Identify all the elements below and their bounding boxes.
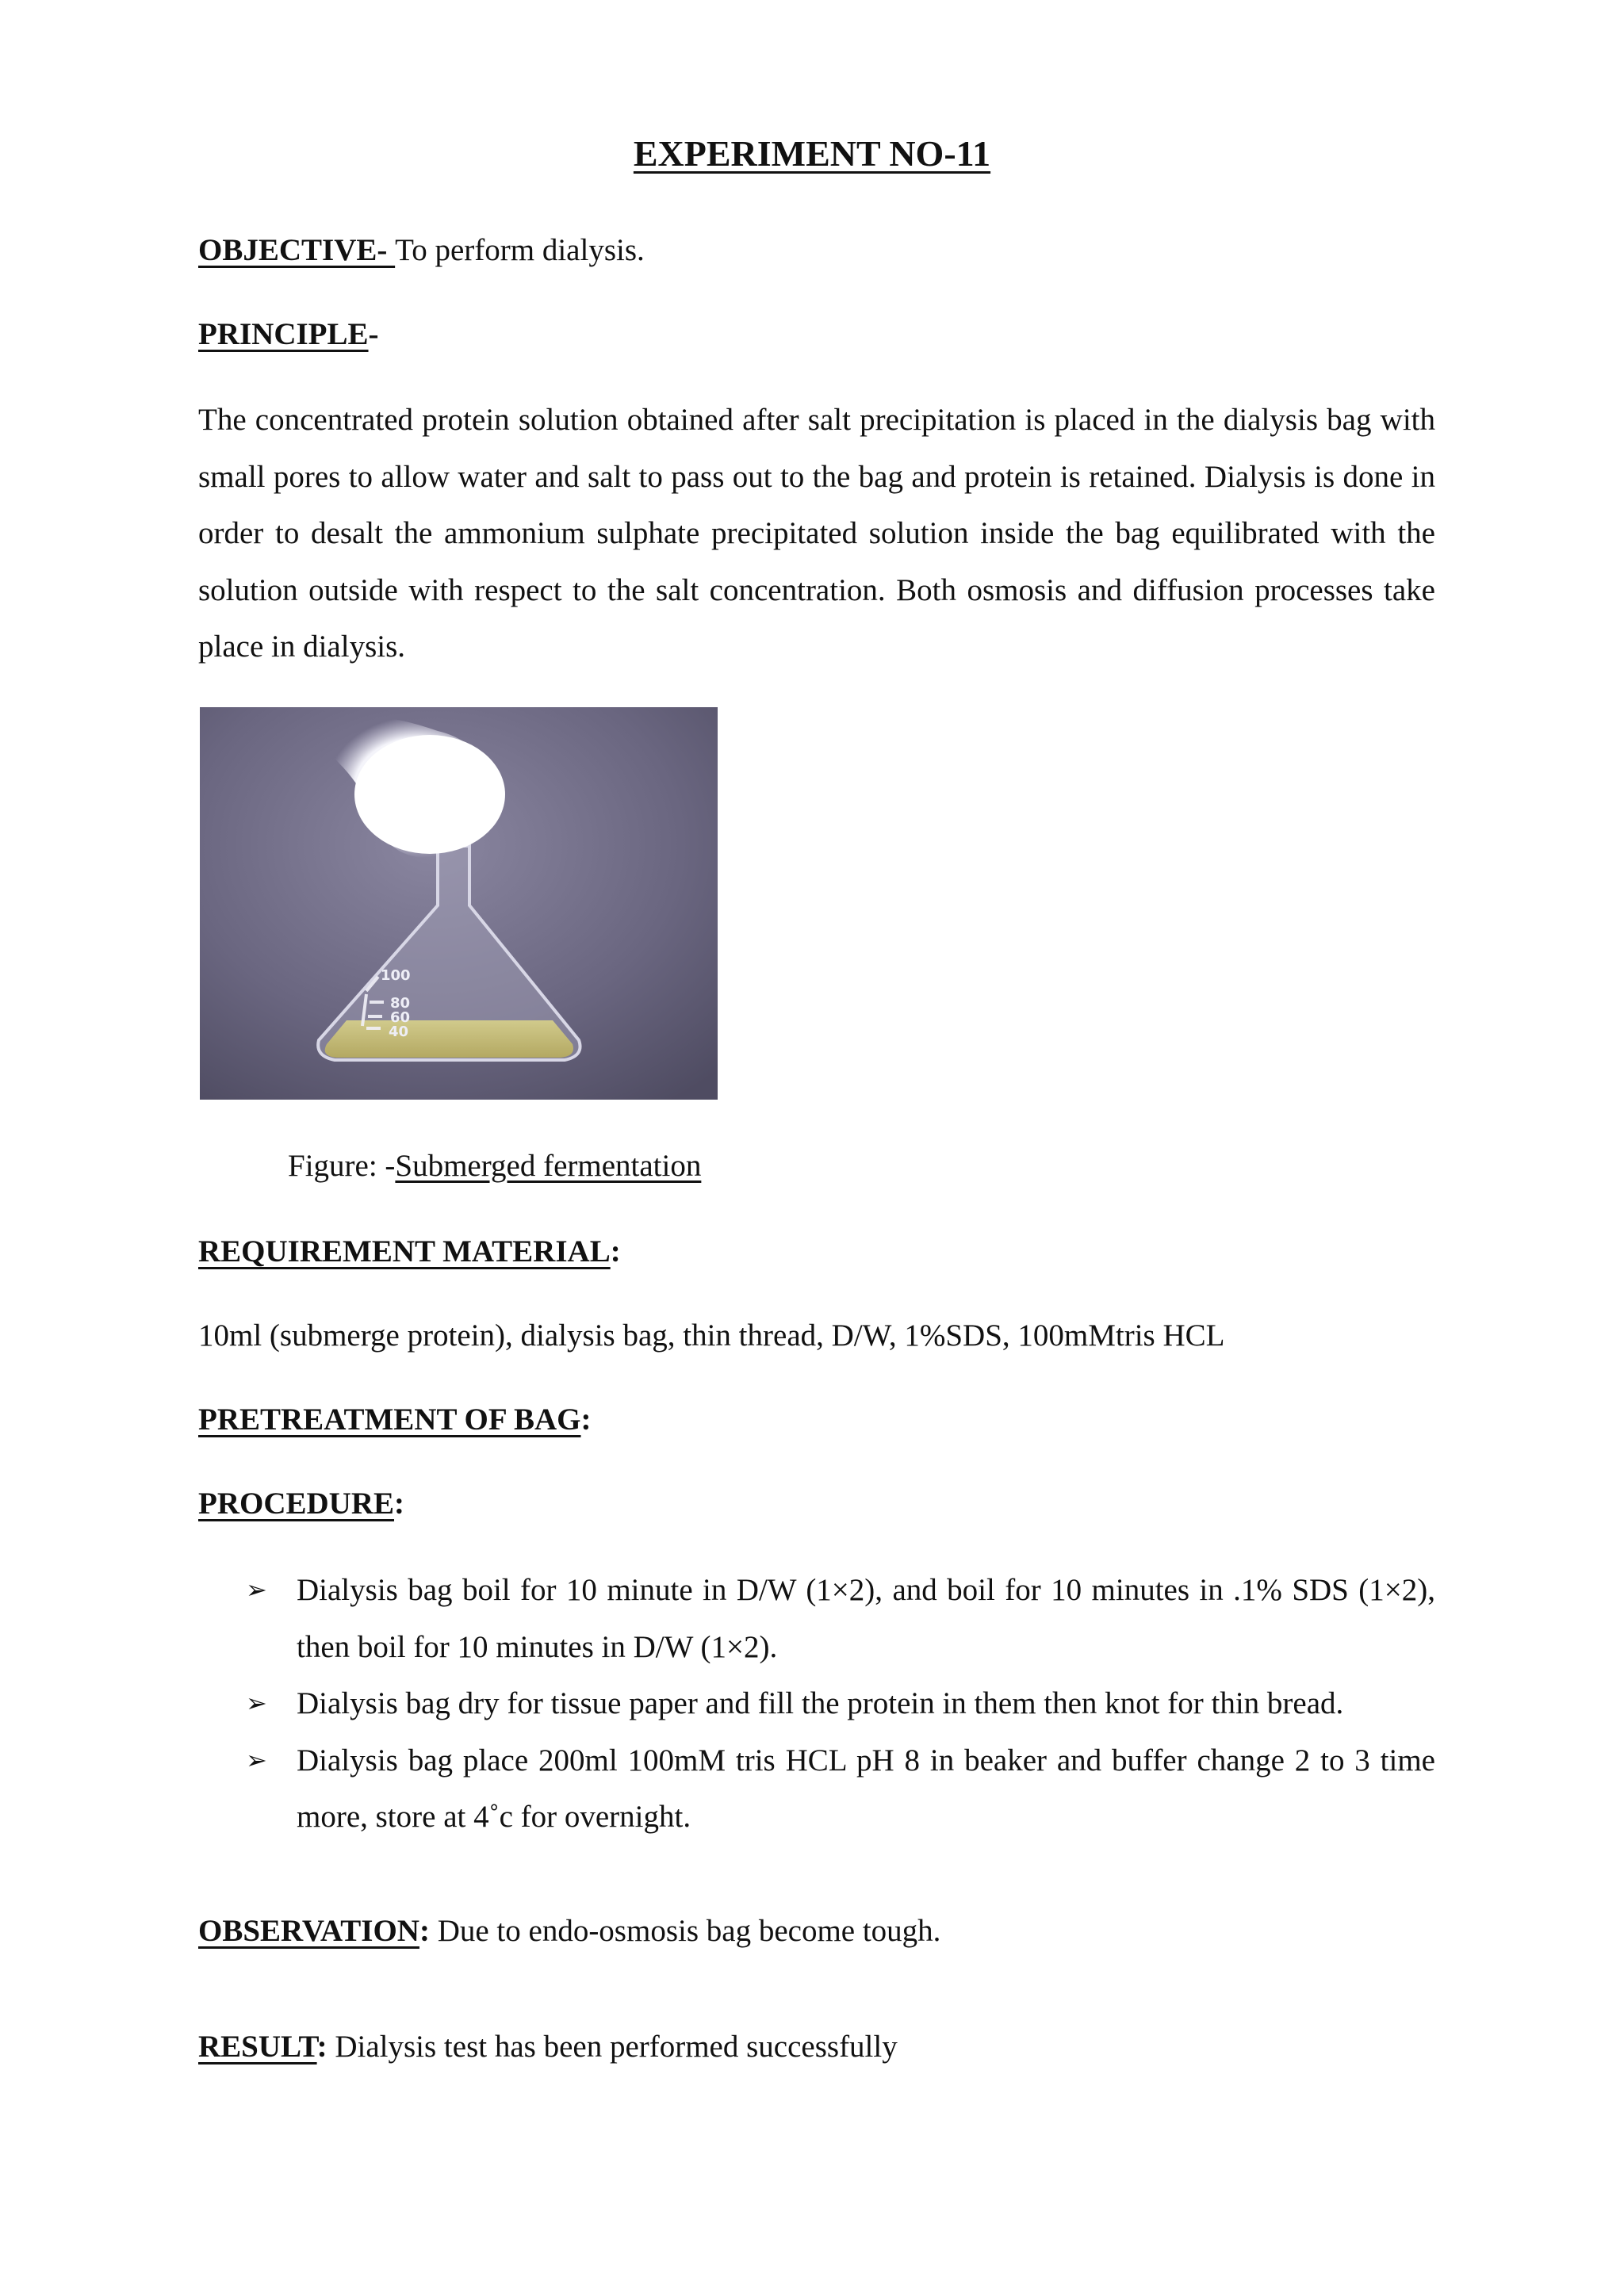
observation-suffix: : xyxy=(419,1914,430,1948)
objective-line xyxy=(198,232,645,270)
requirement-heading-line xyxy=(198,1234,621,1271)
procedure-step-text: Dialysis bag boil for 10 minute in D/W (1×2), and boil for 10 minutes in .1% SDS (1×2), then boil for 10 minutes in D/W (1×2). xyxy=(297,1573,1435,1664)
flask-marking: 100 xyxy=(381,967,411,984)
result-suffix: : xyxy=(316,2030,327,2064)
requirement-heading: REQUIREMENT MATERIAL xyxy=(198,1234,611,1269)
pretreatment-heading-line xyxy=(198,1402,592,1439)
requirement-text: 10ml (submerge protein), dialysis bag, thin thread, D/W, 1%SDS, 100mMtris HCL xyxy=(198,1318,1225,1353)
arrow-bullet-icon: ➢ xyxy=(246,1575,267,1605)
result-text: Dialysis test has been performed successfully xyxy=(327,2030,898,2064)
page-title xyxy=(0,132,1624,175)
procedure-suffix: : xyxy=(394,1487,405,1521)
title-text: EXPERIMENT NO-11 xyxy=(633,133,991,174)
list-item xyxy=(246,1732,1435,1846)
procedure-heading-line xyxy=(198,1486,404,1523)
objective-heading: OBJECTIVE- xyxy=(198,233,396,267)
observation-line xyxy=(198,1913,940,1950)
observation-heading: OBSERVATION xyxy=(198,1914,419,1948)
principle-paragraph: The concentrated protein solution obtained after salt precipitation is placed in the dialysis bag with small pores to allow water and salt to pass out to the bag and protein is retained. Dialysis is done in order to desalt the ammonium sulphate precipitated solution inside the bag equilibrated with the solution outside with respect to the salt concentration. Both osmosis and diffusion processes take place in dialysis. xyxy=(198,403,1435,664)
flask-photo xyxy=(200,707,718,1100)
principle-heading-line xyxy=(198,316,379,354)
procedure-heading: PROCEDURE xyxy=(198,1487,395,1521)
principle-suffix: - xyxy=(368,317,379,351)
arrow-bullet-icon: ➢ xyxy=(246,1744,267,1775)
flask-marking: 80 xyxy=(390,995,411,1012)
caption-prefix: Figure: - xyxy=(288,1149,396,1183)
flask-marking: 40 xyxy=(389,1024,409,1040)
observation-text: Due to endo-osmosis bag become tough. xyxy=(429,1914,941,1948)
list-item xyxy=(246,1675,1435,1732)
result-heading: RESULT xyxy=(198,2030,317,2064)
list-item xyxy=(246,1562,1435,1675)
procedure-step-text: Dialysis bag place 200ml 100mM tris HCL pH 8 in beaker and buffer change 2 to 3 time more, store at 4˚c for overnight. xyxy=(297,1743,1435,1834)
arrow-bullet-icon: ➢ xyxy=(246,1688,267,1718)
flask-illustration xyxy=(200,707,718,1100)
principle-heading: PRINCIPLE xyxy=(198,317,369,351)
procedure-step-text: Dialysis bag dry for tissue paper and fill the protein in them then knot for thin bread. xyxy=(297,1686,1344,1720)
result-line xyxy=(198,2029,898,2066)
requirement-suffix: : xyxy=(610,1234,621,1269)
objective-text: To perform dialysis. xyxy=(395,233,645,267)
flask-marking: 60 xyxy=(390,1009,411,1026)
procedure-list xyxy=(246,1562,1435,1846)
caption-text: Submerged fermentation xyxy=(395,1149,702,1183)
pretreatment-heading: PRETREATMENT OF BAG xyxy=(198,1402,581,1437)
figure-caption xyxy=(288,1148,701,1185)
pretreatment-suffix: : xyxy=(580,1402,592,1437)
